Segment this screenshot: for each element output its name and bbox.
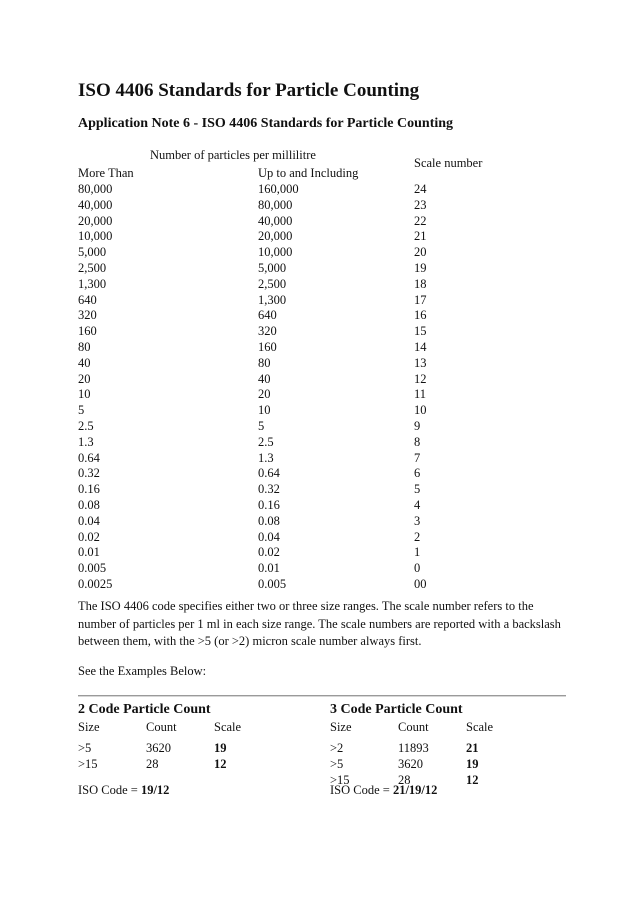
cell-scale-number: 20 [414, 245, 427, 260]
table-row [0, 387, 638, 403]
cell-more-than: 0.16 [78, 482, 100, 497]
table-row [0, 198, 638, 214]
cell-up-to: 2.5 [258, 434, 274, 449]
cell-scale-number: 13 [414, 355, 427, 370]
example-three-title: 3 Code Particle Count [330, 702, 463, 717]
cell-up-to: 0.16 [258, 498, 280, 512]
cell-more-than: 0.64 [78, 450, 100, 465]
example-two-header-size: Size [78, 720, 100, 734]
column-header-up-to: Up to and Including [258, 166, 359, 180]
cell-scale-number: 14 [414, 340, 427, 354]
cell-more-than: 40 [78, 355, 91, 370]
cell-more-than: 10 [78, 387, 91, 402]
cell-scale-number: 4 [414, 498, 421, 512]
cell-more-than: 1,300 [78, 276, 107, 291]
cell-scale-number: 12 [414, 371, 427, 386]
cell-more-than: 80 [78, 340, 91, 354]
example-cell-size: >15 [330, 773, 350, 787]
cell-scale-number: 22 [414, 213, 427, 228]
example-three-header-size: Size [330, 720, 352, 734]
cell-up-to: 80 [258, 355, 271, 370]
cell-more-than: 2,500 [78, 261, 107, 275]
cell-up-to: 2,500 [258, 276, 287, 291]
table-row [0, 498, 638, 514]
cell-up-to: 0.01 [258, 561, 280, 576]
cell-up-to: 1.3 [258, 450, 274, 465]
iso-code-value: 21/19/12 [392, 783, 438, 797]
iso-code-value: 19/12 [140, 783, 170, 797]
table-row [0, 324, 638, 340]
cell-scale-number: 24 [414, 182, 427, 196]
section-divider [78, 695, 566, 697]
cell-scale-number: 18 [414, 276, 427, 291]
cell-more-than: 80,000 [78, 182, 113, 196]
table-row [0, 545, 638, 561]
cell-up-to: 320 [258, 324, 277, 339]
cell-scale-number: 8 [414, 434, 421, 449]
iso-code-label: ISO Code = [78, 783, 141, 797]
table-row [0, 514, 638, 530]
cell-up-to: 5,000 [258, 261, 287, 275]
cell-more-than: 0.01 [78, 545, 100, 560]
example-cell-scale: 19 [466, 757, 479, 771]
table-row [0, 403, 638, 419]
cell-more-than: 20,000 [78, 213, 113, 228]
cell-up-to: 0.08 [258, 513, 280, 528]
table-row [0, 277, 638, 293]
example-cell-size: >5 [78, 741, 92, 755]
cell-up-to: 5 [258, 419, 265, 433]
example-three-header-count: Count [398, 720, 429, 734]
cell-more-than: 5 [78, 403, 85, 418]
cell-scale-number: 0 [414, 561, 421, 576]
cell-up-to: 640 [258, 308, 277, 323]
cell-more-than: 160 [78, 324, 97, 339]
example-cell-scale: 12 [214, 757, 227, 771]
table-group-header: Number of particles per millilitre [150, 148, 316, 162]
table-row [0, 466, 638, 482]
cell-more-than: 320 [78, 308, 97, 323]
cell-more-than: 0.08 [78, 498, 100, 512]
column-header-more-than: More Than [78, 166, 134, 180]
table-row [0, 577, 638, 593]
example-three-iso-code [330, 783, 437, 798]
table-row [0, 308, 638, 324]
cell-scale-number: 9 [414, 419, 421, 433]
example-cell-size: >5 [330, 757, 344, 771]
example-two-header-scale: Scale [214, 720, 242, 734]
table-row [0, 451, 638, 467]
cell-scale-number: 17 [414, 292, 427, 307]
example-cell-count: 3620 [398, 757, 423, 771]
iso-code-label: ISO Code = [330, 783, 393, 797]
cell-more-than: 20 [78, 371, 91, 386]
cell-up-to: 20,000 [258, 229, 293, 244]
example-cell-size: >2 [330, 741, 344, 755]
cell-more-than: 5,000 [78, 245, 107, 260]
cell-scale-number: 16 [414, 308, 427, 323]
cell-scale-number: 5 [414, 482, 421, 497]
cell-up-to: 0.32 [258, 482, 280, 497]
example-cell-size: >15 [78, 757, 98, 771]
cell-up-to: 40,000 [258, 213, 293, 228]
table-row [0, 530, 638, 546]
page-title: ISO 4406 Standards for Particle Counting [78, 80, 420, 101]
table-row [0, 561, 638, 577]
cell-up-to: 1,300 [258, 292, 287, 307]
table-row [0, 245, 638, 261]
example-cell-count: 28 [146, 757, 159, 771]
cell-more-than: 0.32 [78, 466, 100, 481]
cell-more-than: 2.5 [78, 419, 94, 433]
cell-more-than: 0.04 [78, 513, 100, 528]
cell-up-to: 10,000 [258, 245, 293, 260]
page-subtitle: Application Note 6 - ISO 4406 Standards for Particle Counting [78, 116, 454, 131]
cell-up-to: 0.04 [258, 529, 280, 544]
example-two-title: 2 Code Particle Count [78, 702, 211, 717]
cell-scale-number: 6 [414, 466, 421, 481]
cell-up-to: 20 [258, 387, 271, 402]
cell-more-than: 0.02 [78, 529, 100, 544]
cell-up-to: 10 [258, 403, 271, 418]
cell-scale-number: 2 [414, 529, 421, 544]
cell-up-to: 40 [258, 371, 271, 386]
example-two-header-count: Count [146, 720, 177, 734]
description-paragraph: The ISO 4406 code specifies either two or three size ranges. The scale number refers to the number of particles per 1 ml in each size range. The scale numbers are reported with a backslash between them, with the >5 (or >2) micron scale number always first. [78, 599, 561, 648]
table-row [0, 419, 638, 435]
table-row [0, 482, 638, 498]
cell-up-to: 0.64 [258, 466, 280, 481]
cell-scale-number: 7 [414, 450, 421, 465]
cell-up-to: 160,000 [258, 182, 299, 196]
example-cell-scale: 19 [214, 741, 227, 755]
cell-scale-number: 23 [414, 197, 427, 212]
table-row [0, 356, 638, 372]
example-cell-scale: 21 [466, 741, 479, 755]
cell-up-to: 0.02 [258, 545, 280, 560]
table-row [0, 372, 638, 388]
cell-more-than: 0.0025 [78, 577, 113, 591]
cell-up-to: 80,000 [258, 197, 293, 212]
cell-scale-number: 19 [414, 261, 427, 275]
table-row [0, 293, 638, 309]
cell-more-than: 10,000 [78, 229, 113, 244]
cell-scale-number: 21 [414, 229, 427, 244]
table-row [0, 229, 638, 245]
example-three-header-scale: Scale [466, 720, 494, 734]
cell-more-than: 0.005 [78, 561, 107, 576]
cell-scale-number: 15 [414, 324, 427, 339]
example-cell-count: 3620 [146, 741, 171, 755]
example-two-iso-code [78, 783, 169, 798]
cell-up-to: 0.005 [258, 577, 287, 591]
table-row [0, 261, 638, 277]
table-row [0, 340, 638, 356]
cell-scale-number: 10 [414, 403, 427, 418]
example-cell-count: 28 [398, 773, 411, 787]
cell-scale-number: 00 [414, 577, 427, 591]
example-cell-count: 11893 [398, 741, 429, 755]
cell-scale-number: 1 [414, 545, 421, 560]
example-cell-scale: 12 [466, 773, 479, 787]
table-row [0, 182, 638, 198]
table-row [0, 435, 638, 451]
cell-more-than: 40,000 [78, 197, 113, 212]
column-header-scale: Scale number [414, 156, 483, 170]
cell-more-than: 640 [78, 292, 97, 307]
cell-up-to: 160 [258, 340, 277, 354]
cell-scale-number: 11 [414, 387, 427, 402]
see-examples-text: See the Examples Below: [78, 664, 207, 678]
table-row [0, 214, 638, 230]
cell-more-than: 1.3 [78, 434, 94, 449]
cell-scale-number: 3 [414, 513, 421, 528]
